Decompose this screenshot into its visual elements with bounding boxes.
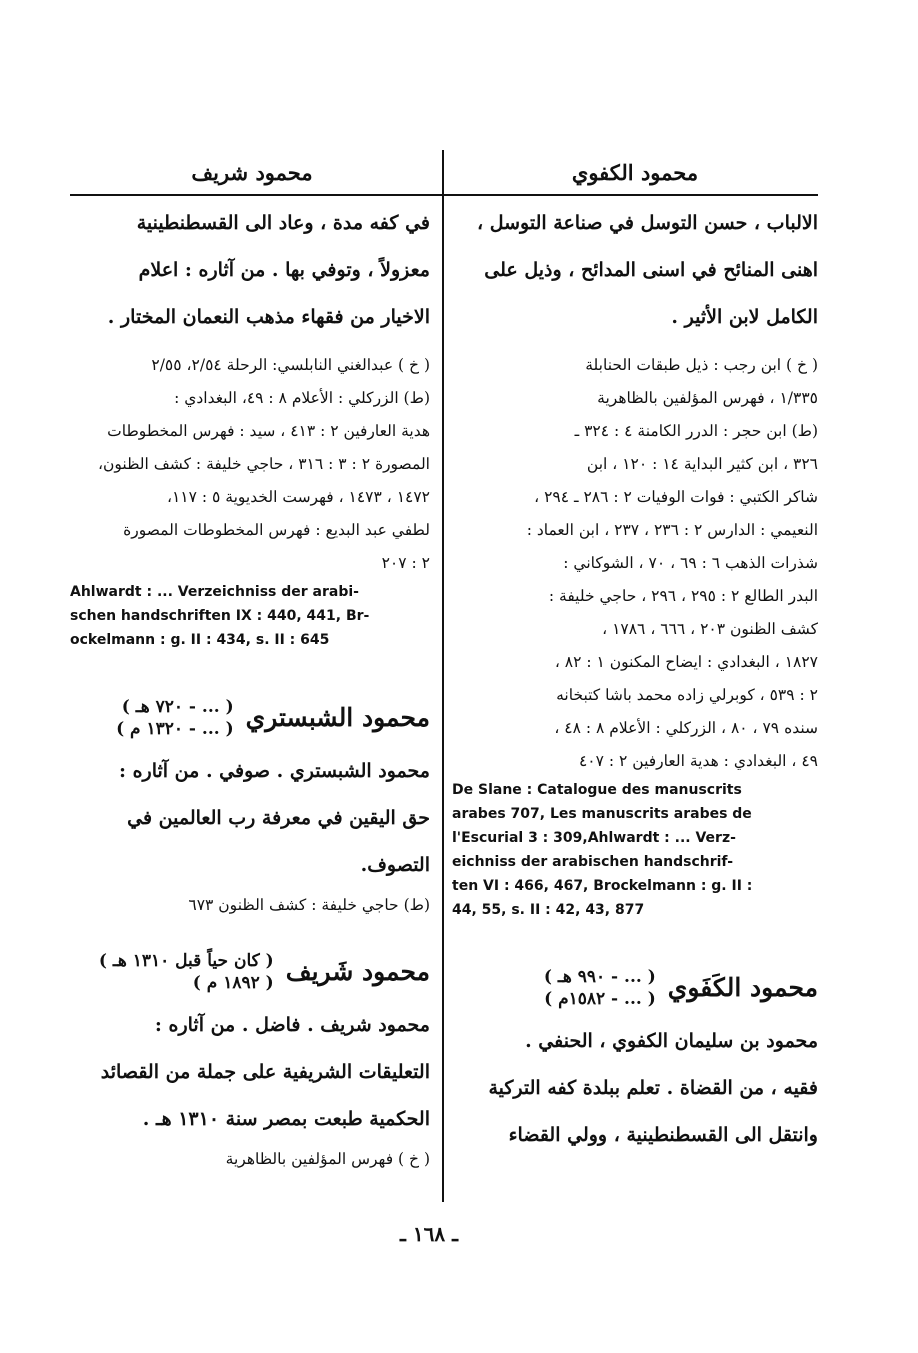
reference-line: المصورة ٢ : ٣ : ٣١٦ ، حاجي خليفة : كشف الظنون، xyxy=(98,455,430,473)
entry-dates xyxy=(544,966,656,1010)
body-line: فقيه ، من القضاة . تعلم ببلدة كفه التركية xyxy=(488,1077,818,1099)
reference-line: هدية العارفين ٢ : ٤١٣ ، سيد : فهرس المخطوطات xyxy=(107,422,430,440)
entry-heading-kafawi xyxy=(452,966,818,1010)
page-number: ـ ١٦٨ ـ xyxy=(400,1222,458,1246)
body-line: معزولاً ، وتوفي بها . من آثاره : اعلام xyxy=(138,259,430,281)
entry-heading-shabistari xyxy=(70,696,430,740)
reference-line: ( خ ) عبدالغني النابلسي: الرحلة ٢/٥٤، ٢/٥٥ xyxy=(151,356,430,374)
body-line: اهنى المنائح في اسنى المدائح ، وذيل على xyxy=(484,259,818,281)
reference-line: ١/٣٣٥ ، فهرس المؤلفين بالظاهرية xyxy=(597,389,818,407)
reference-line: (ط) الزركلي : الأعلام ٨ : ٤٩، البغدادي : xyxy=(174,389,430,407)
latin-reference-line: ten VI : 466, 467, Brockelmann : g. II : xyxy=(452,878,753,894)
left-column xyxy=(70,200,430,1205)
gregorian-date: ( ... - ١٥٨٢م ) xyxy=(544,989,656,1009)
body-line: في كفه مدة ، وعاد الى القسطنطينية xyxy=(136,212,430,234)
hijri-date: ( ... - ٩٩٠ هـ ) xyxy=(543,967,656,987)
reference-line: شذرات الذهب ٦ : ٦٩ ، ٧٠ ، الشوكاني : xyxy=(563,554,818,572)
latin-reference-line: 44, 55, s. II : 42, 43, 877 xyxy=(452,902,645,918)
latin-reference-line: Ahlwardt : ... Verzeichniss der arabi- xyxy=(70,584,359,600)
reference-line: ( خ ) فهرس المؤلفين بالظاهرية xyxy=(225,1150,430,1168)
latin-reference-line: ockelmann : g. II : 434, s. II : 645 xyxy=(70,632,330,648)
reference-line: كشف الظنون ٢٠٣ ، ٦٦٦ ، ١٧٨٦ ، xyxy=(602,620,818,638)
body-line: حق اليقين في معرفة رب العالمين في التصوف. xyxy=(127,807,430,876)
gregorian-date: ( ... - ١٣٢٠ م ) xyxy=(116,719,234,739)
reference-line: ٣٢٦ ، ابن كثير البداية ١٤ : ١٢٠ ، ابن xyxy=(586,455,818,473)
reference-line: ( خ ) ابن رجب : ذيل طبقات الحنابلة xyxy=(585,356,818,374)
latin-reference-line: l'Escurial 3 : 309,Ahlwardt : ... Verz- xyxy=(452,830,736,846)
reference-line: ٤٩ ، البغدادي : هدية العارفين ٢ : ٤٠٧ xyxy=(578,752,818,770)
body-line: الالباب ، حسن التوسل في صناعة التوسل ، xyxy=(477,212,818,234)
body-line: محمود الشبستري . صوفي . من آثاره : xyxy=(118,760,430,782)
reference-line: البدر الطالع ٢ : ٢٩٥ ، ٢٩٦ ، حاجي خليفة : xyxy=(548,587,818,605)
reference-line: سنده ٧٩ ، ٨٠ ، الزركلي : الأعلام ٨ : ٤٨ ، xyxy=(554,719,818,737)
column-divider xyxy=(442,150,444,1202)
reference-line: شاكر الكتبي : فوات الوفيات ٢ : ٢٨٦ ـ ٢٩٤ ، xyxy=(534,488,818,506)
right-column xyxy=(452,200,818,1205)
body-line: الحكمية طبعت بمصر سنة ١٣١٠ هـ . xyxy=(142,1108,430,1130)
reference-line: النعيمي : الدارس ٢ : ٢٣٦ ، ٢٣٧ ، ابن العماد : xyxy=(526,521,818,539)
body-line: الاخيار من فقهاء مذهب النعمان المختار . xyxy=(107,306,430,328)
entry-dates xyxy=(116,696,234,740)
reference-line: (ط) ابن حجر : الدرر الكامنة ٤ : ٣٢٤ ـ xyxy=(574,422,818,440)
reference-line: (ط) حاجي خليفة : كشف الظنون ٦٧٣ xyxy=(188,896,430,914)
entry-name: محمود الشبستري xyxy=(245,703,430,732)
entry-name: محمود شَريف xyxy=(285,957,430,986)
body-line: محمود شريف . فاضل . من آثاره : xyxy=(154,1014,430,1036)
latin-reference-line: arabes 707, Les manuscrits arabes de xyxy=(452,806,752,822)
header-right-author: محمود الكفوي xyxy=(571,160,699,185)
reference-line: ١٨٢٧ ، البغدادي : ايضاح المكنون ١ : ٨٢ ، xyxy=(554,653,818,671)
header-rule xyxy=(70,194,818,196)
body-line: محمود بن سليمان الكفوي ، الحنفي . xyxy=(525,1030,818,1052)
body-line: وانتقل الى القسطنطينية ، وولي القضاء xyxy=(508,1124,818,1146)
entry-name: محمود الكَفَوي xyxy=(667,973,818,1002)
hijri-date: ( ... - ٧٢٠ هـ ) xyxy=(121,697,234,717)
hijri-date: ( كان حياً قبل ١٣١٠ هـ ) xyxy=(98,951,274,971)
entry-dates xyxy=(99,950,274,994)
body-line: التعليقات الشريفية على جملة من القصائد xyxy=(100,1061,430,1083)
latin-reference-line: De Slane : Catalogue des manuscrits xyxy=(452,782,742,798)
reference-line: ٢ : ٥٣٩ ، كوبرلي زاده محمد باشا كتبخانه xyxy=(556,686,818,704)
entry-heading-sharif xyxy=(70,950,430,994)
latin-reference-line: eichniss der arabischen handschrif- xyxy=(452,854,734,870)
reference-line: لطفي عبد البديع : فهرس المخطوطات المصورة xyxy=(123,521,430,539)
reference-line: ٢ : ٢٠٧ xyxy=(381,554,430,572)
reference-line: ١٤٧٢ ، ١٤٧٣ ، فهرست الخديوية ٥ : ١١٧، xyxy=(166,488,430,506)
header-left-author: محمود شريف xyxy=(191,160,313,185)
gregorian-date: ( ١٨٩٢ م ) xyxy=(192,973,274,993)
latin-reference-line: schen handschriften IX : 440, 441, Br- xyxy=(70,608,370,624)
body-line: الكامل لابن الأثير . xyxy=(671,306,818,328)
